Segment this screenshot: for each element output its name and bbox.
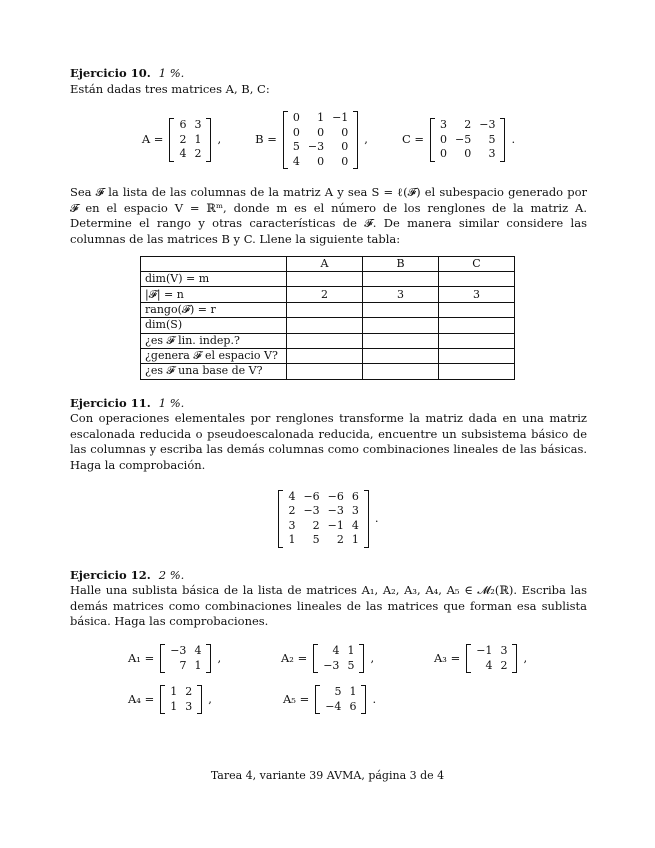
matrix-row: [436, 118, 499, 133]
ex10-matrix-0-label: A =: [141, 132, 164, 147]
matrix-entry: 4: [292, 154, 300, 168]
matrix-row: [436, 133, 499, 148]
matrix-row: [166, 659, 205, 674]
ex12-matrix-cell: [128, 685, 283, 714]
matrix-entry: −3: [327, 504, 344, 518]
matrix-entry: 1: [349, 685, 357, 699]
matrix-entry: 1: [170, 699, 178, 713]
exercise-10: [70, 66, 587, 380]
exercise-12-heading: Ejercicio 12.: [70, 567, 151, 582]
ex12-matrix-row: [128, 685, 587, 714]
ex10-matrix-0-matrix: [169, 118, 211, 162]
matrix-entry: −1: [476, 644, 493, 658]
ex10-matrix-0-equation: [142, 118, 221, 162]
matrix-entry: 3: [288, 518, 296, 532]
matrix-entry: 1: [194, 658, 202, 672]
table-cell: dim(S): [141, 318, 287, 333]
ex10-matrix-1-label: B =: [255, 132, 277, 147]
matrix-entry: 0: [440, 147, 448, 161]
matrix-entry: 4: [288, 489, 296, 503]
ex10-matrix-1-equation: [255, 111, 368, 169]
ex12-matrix-3-matrix: [160, 685, 202, 714]
ex10-matrix-1-entries: [289, 111, 352, 169]
matrix-entry: −1: [332, 111, 349, 125]
matrix-entry: 3: [194, 118, 202, 132]
ex11-entries: [284, 490, 362, 548]
exercise-12-matrices: [70, 644, 587, 714]
ex12-matrix-3-punct: ,: [208, 691, 212, 706]
matrix-row: [289, 155, 352, 170]
exercise-11-heading: Ejercicio 11.: [70, 395, 151, 410]
matrix-entry: 2: [179, 132, 187, 146]
matrix-entry: 2: [500, 658, 508, 672]
ex12-matrix-3-equation: [128, 685, 212, 714]
table-cell: B: [363, 256, 439, 271]
table-cell: |𝓕| = n: [141, 287, 287, 302]
matrix-row: [289, 111, 352, 126]
table-row: [141, 318, 515, 333]
exercise-12-weight: 2 %.: [158, 567, 185, 582]
exercise-10-matrices: [70, 111, 587, 169]
ex12-matrix-row: [128, 644, 587, 673]
matrix-entry: 1: [351, 533, 359, 547]
matrix-entry: 0: [440, 132, 448, 146]
table-cell: [439, 271, 515, 286]
table-cell: [439, 364, 515, 379]
table-cell: 3: [439, 287, 515, 302]
matrix-row: [472, 659, 511, 674]
matrix-row: [319, 659, 358, 674]
ex12-matrix-2-matrix: [466, 644, 517, 673]
page-footer: Tarea 4, variante 39 AVMA, página 3 de 4: [210, 769, 445, 782]
matrix-entry: 3: [500, 644, 508, 658]
exercise-10-weight: 1 %.: [158, 66, 185, 80]
ex10-matrix-1-matrix: [283, 111, 358, 169]
exercise-11-text: Con operaciones elementales por renglones transforme la matriz dada en una matriz escalonada reducida o pseudoescalonada reducida, encuentre un subsistema básico de las columnas y escriba las demás columnas como combinaciones lineales de las básicas. Haga la comprobación.: [70, 411, 587, 473]
matrix-row: [284, 519, 362, 534]
matrix-entry: −6: [303, 489, 320, 503]
matrix-row: [436, 147, 499, 162]
ex12-matrix-cell: [283, 685, 438, 714]
table-cell: [439, 333, 515, 348]
table-row: [141, 271, 515, 286]
matrix-entry: 1: [347, 644, 355, 658]
matrix-entry: 1: [194, 132, 202, 146]
matrix-entry: 0: [292, 111, 300, 125]
ex12-matrix-cell: [281, 644, 434, 673]
ex10-matrix-2-entries: [436, 118, 499, 162]
ex12-matrix-3-entries: [166, 685, 196, 714]
matrix-entry: −3: [323, 658, 340, 672]
table-cell: C: [439, 256, 515, 271]
table-cell: [363, 364, 439, 379]
matrix-row: [472, 644, 511, 659]
exercise-11-matrix: [70, 490, 587, 548]
matrix-entry: 5: [347, 658, 355, 672]
matrix-entry: 0: [317, 154, 325, 168]
ex12-matrix-4-entries: [321, 685, 360, 714]
ex12-matrix-0-label: A₁ =: [128, 650, 155, 665]
ex10-matrix-0-punct: ,: [217, 132, 222, 147]
ex12-matrix-1-matrix: [313, 644, 364, 673]
ex11-matrix: [278, 490, 368, 548]
ex11-equation: [278, 490, 378, 548]
matrix-entry: 2: [336, 533, 344, 547]
matrix-entry: 6: [179, 118, 187, 132]
matrix-entry: 5: [292, 140, 300, 154]
matrix-row: [284, 504, 362, 519]
ex12-matrix-2-label: A₃ =: [434, 650, 461, 665]
matrix-entry: 0: [341, 140, 349, 154]
ex11-punct: .: [374, 510, 379, 525]
matrix-entry: 4: [332, 644, 340, 658]
ex12-matrix-1-entries: [319, 644, 358, 673]
matrix-row: [321, 700, 360, 715]
matrix-row: [284, 490, 362, 505]
exercise-12-text: Halle una sublista básica de la lista de matrices A₁, A₂, A₃, A₄, A₅ ∈ 𝓜₂(ℝ). Escriba las demás matrices como combinaciones lineales de las matrices que forman esa sublista básica. Haga las comprobaciones.: [70, 583, 587, 629]
matrix-entry: −3: [479, 118, 496, 132]
table-row: [141, 348, 515, 363]
ex10-matrix-1-punct: ,: [364, 132, 368, 147]
table-cell: [287, 318, 363, 333]
ex10-matrix-2-punct: .: [511, 132, 516, 147]
ex12-matrix-4-equation: [283, 685, 376, 714]
table-row: [141, 364, 515, 379]
table-cell: [363, 333, 439, 348]
matrix-entry: 0: [317, 125, 325, 139]
table-cell: [287, 333, 363, 348]
matrix-row: [289, 140, 352, 155]
ex12-matrix-2-punct: ,: [523, 650, 528, 665]
table-cell: ¿es 𝓕 una base de V?: [141, 364, 287, 379]
matrix-row: [166, 700, 196, 715]
table-cell: [363, 302, 439, 317]
matrix-entry: −6: [327, 489, 344, 503]
table-cell: [141, 256, 287, 271]
table-cell: [287, 302, 363, 317]
matrix-entry: −1: [327, 518, 344, 532]
table-cell: A: [287, 256, 363, 271]
ex12-matrix-0-matrix: [160, 644, 211, 673]
matrix-entry: −3: [307, 140, 325, 154]
ex10-matrix-2-equation: [402, 118, 515, 162]
ex12-matrix-0-equation: [128, 644, 221, 673]
matrix-entry: 4: [351, 518, 359, 532]
matrix-entry: 5: [334, 685, 342, 699]
ex12-matrix-cell: [128, 644, 281, 673]
table-cell: [287, 348, 363, 363]
matrix-entry: 5: [312, 533, 320, 547]
matrix-entry: −3: [170, 644, 187, 658]
ex12-matrix-4-matrix: [315, 685, 366, 714]
matrix-entry: −3: [303, 504, 320, 518]
ex12-matrix-1-label: A₂ =: [281, 650, 308, 665]
matrix-row: [166, 685, 196, 700]
matrix-entry: −4: [325, 699, 342, 713]
matrix-entry: 1: [170, 685, 178, 699]
matrix-entry: 3: [488, 147, 496, 161]
ex10-matrix-2-label: C =: [401, 132, 425, 147]
table-cell: [363, 348, 439, 363]
matrix-entry: −5: [455, 132, 472, 146]
ex12-matrix-cell: [434, 644, 587, 673]
matrix-entry: 3: [351, 504, 359, 518]
matrix-entry: 2: [194, 147, 202, 161]
table-cell: [439, 348, 515, 363]
ex12-matrix-4-punct: .: [372, 691, 377, 706]
matrix-entry: 4: [485, 658, 493, 672]
exercise-10-table: [140, 256, 515, 380]
matrix-row: [319, 644, 358, 659]
exercise-10-intro: Están dadas tres matrices A, B, C:: [70, 81, 270, 96]
matrix-entry: 6: [351, 489, 359, 503]
matrix-row: [175, 118, 205, 133]
matrix-entry: 4: [179, 147, 187, 161]
matrix-entry: 2: [312, 518, 320, 532]
matrix-row: [284, 533, 362, 548]
matrix-row: [175, 133, 205, 148]
exercise-12: [70, 568, 587, 714]
table-cell: ¿genera 𝓕 el espacio V?: [141, 348, 287, 363]
table-cell: [287, 364, 363, 379]
ex12-matrix-1-punct: ,: [370, 650, 375, 665]
exercise-10-text: Sea 𝓕 la lista de las columnas de la matriz A y sea S = ℓ(𝓕) el subespacio generado por 𝓕 en el espacio V = ℝᵐ, donde m es el número de los renglones de la matriz A. Determine el rango y otras características de 𝓕. De manera similar considere las columnas de las matrices B y C. Llene la siguiente tabla:: [70, 185, 587, 246]
matrix-row: [166, 644, 205, 659]
table-cell: rango(𝓕) = r: [141, 302, 287, 317]
table-cell: [287, 271, 363, 286]
table-row: [141, 287, 515, 302]
matrix-entry: 2: [464, 118, 472, 132]
matrix-entry: 2: [185, 685, 193, 699]
matrix-entry: 1: [288, 533, 296, 547]
ex12-matrix-2-equation: [434, 644, 527, 673]
table-cell: [363, 271, 439, 286]
ex12-matrix-0-entries: [166, 644, 205, 673]
matrix-entry: 1: [317, 111, 325, 125]
matrix-entry: 7: [179, 658, 187, 672]
table-cell: ¿es 𝓕 lin. indep.?: [141, 333, 287, 348]
matrix-entry: 5: [488, 132, 496, 146]
matrix-entry: 2: [288, 504, 296, 518]
matrix-entry: 0: [341, 154, 349, 168]
table-cell: 2: [287, 287, 363, 302]
ex10-matrix-0-entries: [175, 118, 205, 162]
exercise-11-weight: 1 %.: [158, 395, 185, 410]
page: [70, 66, 587, 726]
ex12-matrix-0-punct: ,: [217, 650, 222, 665]
table-row: [141, 333, 515, 348]
table-cell: [439, 318, 515, 333]
ex12-matrix-4-label: A₅ =: [283, 691, 310, 706]
ex12-matrix-2-entries: [472, 644, 511, 673]
table-row: [141, 302, 515, 317]
table-cell: dim(V) = m: [141, 271, 287, 286]
matrix-entry: 4: [194, 644, 202, 658]
ex12-matrix-3-label: A₄ =: [128, 691, 155, 706]
table-cell: [439, 302, 515, 317]
ex12-matrix-1-equation: [281, 644, 374, 673]
matrix-entry: 3: [185, 699, 193, 713]
ex10-matrix-2-matrix: [430, 118, 505, 162]
matrix-entry: 3: [440, 118, 448, 132]
table-header-row: [141, 256, 515, 271]
matrix-entry: 6: [349, 699, 357, 713]
matrix-row: [289, 126, 352, 141]
matrix-entry: 0: [464, 147, 472, 161]
table-cell: [363, 318, 439, 333]
matrix-entry: 0: [292, 125, 300, 139]
matrix-entry: 0: [341, 125, 349, 139]
matrix-row: [321, 685, 360, 700]
exercise-11: [70, 396, 587, 548]
exercise-10-heading: Ejercicio 10.: [70, 66, 151, 80]
table-cell: 3: [363, 287, 439, 302]
matrix-row: [175, 147, 205, 162]
